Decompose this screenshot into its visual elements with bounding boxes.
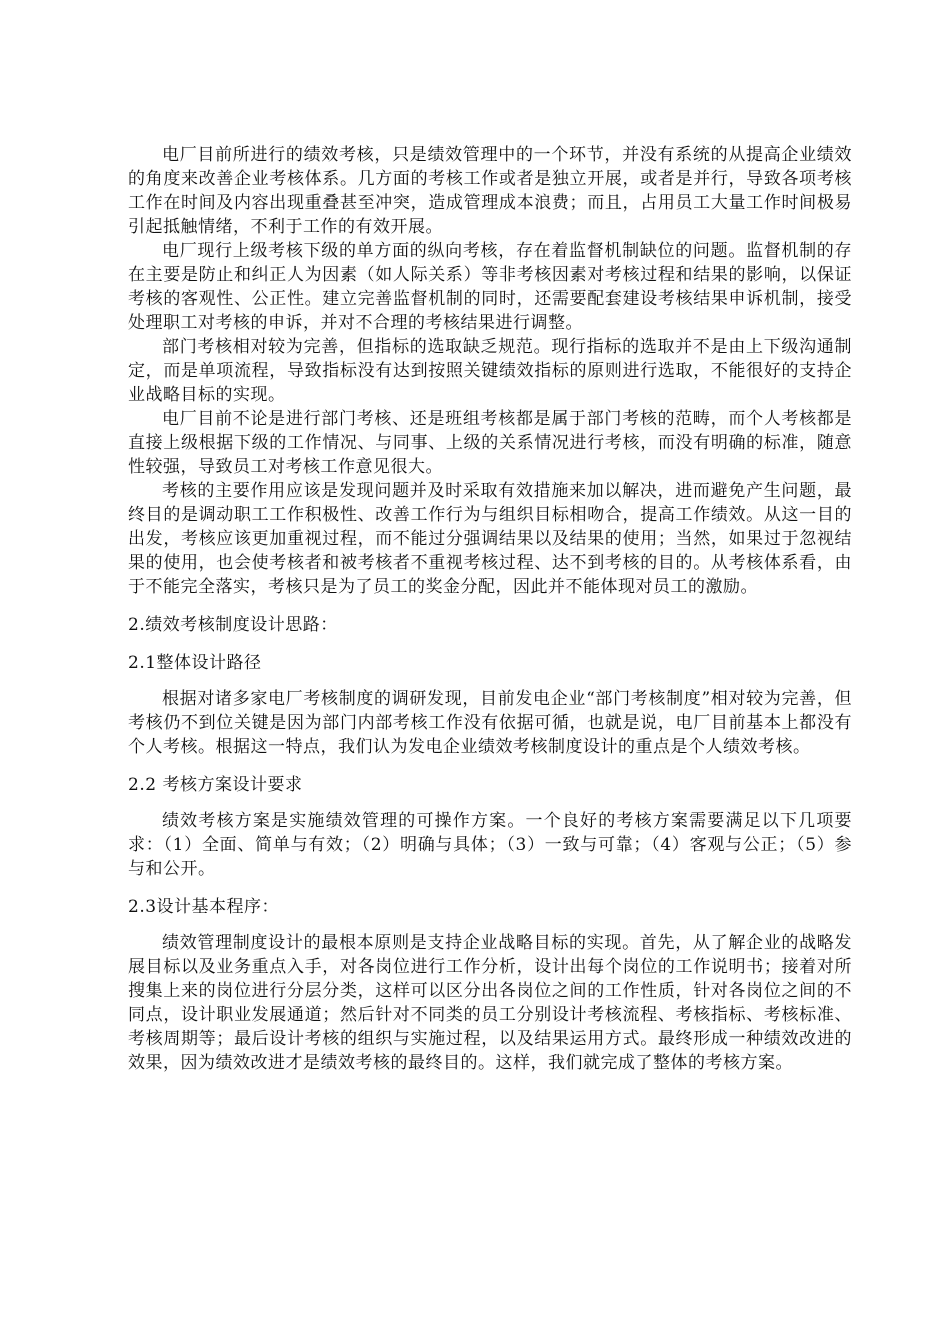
section-heading-2: 2.绩效考核制度设计思路： [128,615,338,635]
spacer [128,599,852,613]
spacer [128,797,852,809]
paragraph-2-3: 绩效管理制度设计的最根本原则是支持企业战略目标的实现。首先，从了解企业的战略发展目标以及业务重点入手，对各岗位进行工作分析，设计出每个岗位的工作说明书；接着对所搜集上来的岗位进行分层分类，这样可以区分出各岗位之间的工作性质，针对各岗位之间的不同点，设计职业发展通道；然后针对不同类的员工分别设计考核流程、考核指标、考核标准、考核周期等；最后设计考核的组织与实施过程，以及结果运用方式。最终形成一种绩效改进的效果，因为绩效改进才是绩效考核的最终目的。这样，我们就完成了整体的考核方案。 [128,933,852,1073]
spacer [128,759,852,773]
paragraph-2-2: 绩效考核方案是实施绩效管理的可操作方案。一个良好的考核方案需要满足以下几项要求：（1）全面、简单与有效；（2）明确与具体；（3）一致与可靠；（4）客观与公正；（5）参与和公开。 [128,811,852,879]
document-page [128,143,852,1075]
spacer [128,675,852,687]
paragraph-4: 电厂目前不论是进行部门考核、还是班组考核都是属于部门考核的范畴，而个人考核都是直接上级根据下级的工作情况、与同事、上级的关系情况进行考核，而没有明确的标准，随意性较强，导致员工对考核工作意见很大。 [128,409,852,477]
paragraph-2-1: 根据对诸多家电厂考核制度的调研发现，目前发电企业“部门考核制度”相对较为完善，但考核仍不到位关键是因为部门内部考核工作没有依据可循，也就是说，电厂目前基本上都没有个人考核。根据这一特点，我们认为发电企业绩效考核制度设计的重点是个人绩效考核。 [128,689,852,757]
subsection-heading-2-3: 2.3设计基本程序： [128,897,280,917]
spacer [128,637,852,651]
paragraph-3: 部门考核相对较为完善，但指标的选取缺乏规范。现行指标的选取并不是由上下级沟通制定，而是单项流程，导致指标没有达到按照关键绩效指标的原则进行选取，不能很好的支持企业战略目标的实现。 [128,337,852,405]
subsection-heading-2-1: 2.1整体设计路径 [128,653,262,673]
subsection-heading-2-2: 2.2 考核方案设计要求 [128,775,303,795]
spacer [128,881,852,895]
paragraph-1: 电厂目前所进行的绩效考核，只是绩效管理中的一个环节，并没有系统的从提高企业绩效的角度来改善企业考核体系。几方面的考核工作或者是独立开展，或者是并行，导致各项考核工作在时间及内容出现重叠甚至冲突，造成管理成本浪费；而且，占用员工大量工作时间极易引起抵触情绪，不利于工作的有效开展。 [128,145,852,237]
paragraph-5: 考核的主要作用应该是发现问题并及时采取有效措施来加以解决，进而避免产生问题，最终目的是调动职工工作积极性、改善工作行为与组织目标相吻合，提高工作绩效。从这一目的出发，考核应该更加重视过程，而不能过分强调结果以及结果的使用；当然，如果过于忽视结果的使用，也会使考核者和被考核者不重视考核过程、达不到考核的目的。从考核体系看，由于不能完全落实，考核只是为了员工的奖金分配，因此并不能体现对员工的激励。 [128,481,852,597]
paragraph-2: 电厂现行上级考核下级的单方面的纵向考核，存在着监督机制缺位的问题。监督机制的存在主要是防止和纠正人为因素（如人际关系）等非考核因素对考核过程和结果的影响，以保证考核的客观性、公正性。建立完善监督机制的同时，还需要配套建设考核结果申诉机制，接受处理职工对考核的申诉，并对不合理的考核结果进行调整。 [128,241,852,333]
spacer [128,919,852,931]
